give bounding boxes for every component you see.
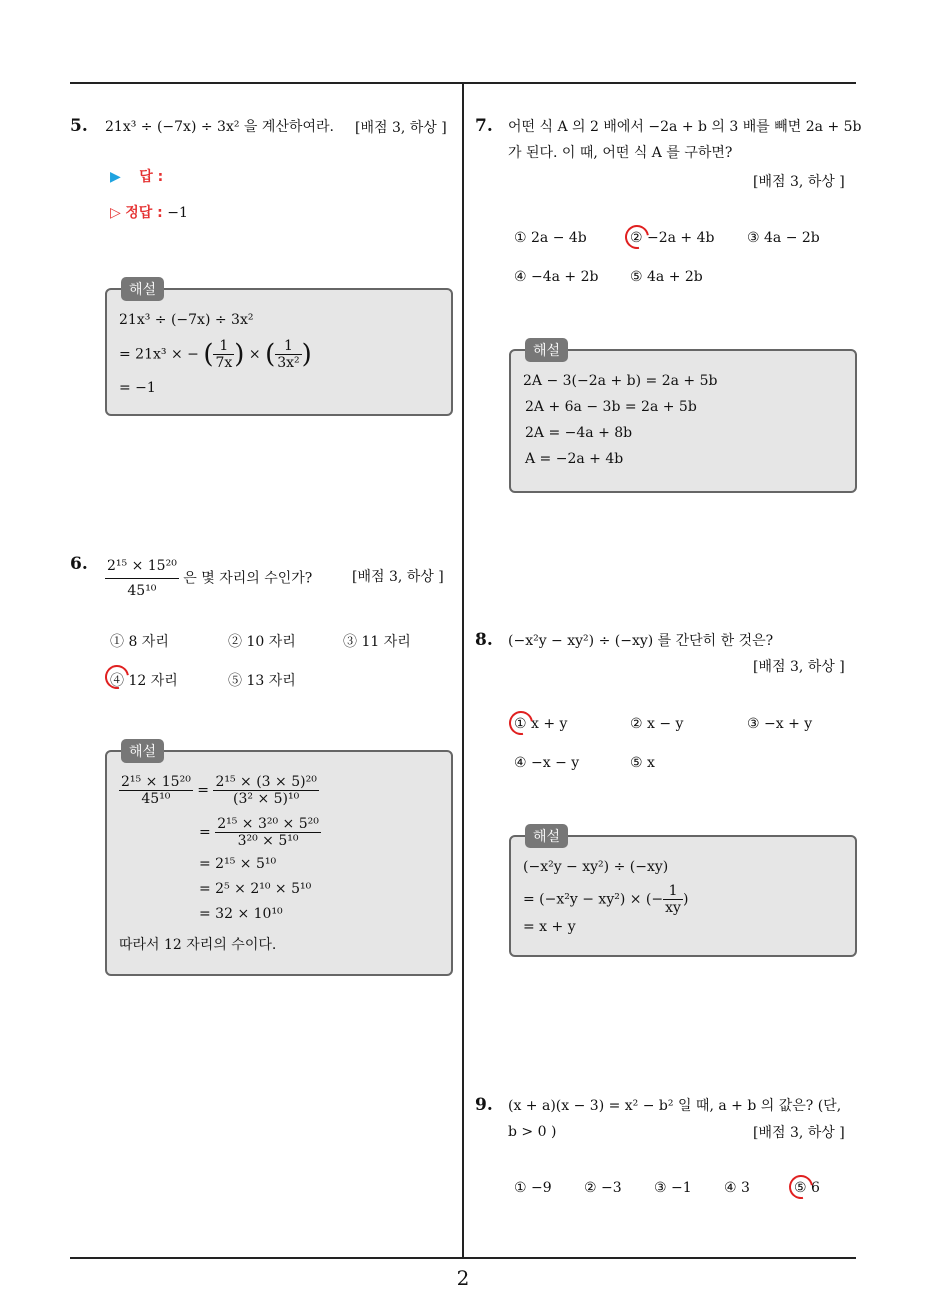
q6-option-3[interactable]: ③ 11 자리 <box>343 634 411 650</box>
q9-option-3[interactable]: ③ −1 <box>654 1180 692 1196</box>
q6-option-5[interactable]: ⑤ 13 자리 <box>228 673 296 689</box>
q7-explain-line2: 2A + 6a − 3b = 2a + 5b <box>525 399 697 415</box>
q5-frac1: $\frac{1}{7x}$ <box>215 338 233 371</box>
q9-option-5[interactable]: ⑤ 6 <box>794 1180 820 1196</box>
q5-question: 21x³ ÷ (−7x) ÷ 3x² 을 계산하여라. <box>105 119 334 135</box>
q5-explain-line1: 21x³ ÷ (−7x) ÷ 3x² <box>119 312 254 328</box>
q6-explain-line4: = 2⁵ × 2¹⁰ × 5¹⁰ <box>199 881 312 897</box>
q6-option-2[interactable]: ② 10 자리 <box>228 634 296 650</box>
explanation-tag: 해설 <box>121 277 164 301</box>
q6-explanation-box <box>105 744 453 976</box>
q6-explain-line5: = 32 × 10¹⁰ <box>199 906 283 922</box>
q7-option-4[interactable]: ④ −4a + 2b <box>514 269 599 285</box>
q5-number: 5. <box>70 116 88 136</box>
q7-option-3[interactable]: ③ 4a − 2b <box>747 230 820 246</box>
q5-explain-line2: = 21x³ × − ( $\frac{1}{7x}$ ) × ( $\frac{1}{\text{3x²}}$ ) <box>119 338 312 371</box>
q5-meta: [배점 3, 하상 ] <box>355 120 447 136</box>
q6-question: $\frac{\text{2¹⁵ × 15²⁰}}{\text{45¹⁰}}$ 은 몇 자리의 수인가? <box>105 554 312 603</box>
q6-option-4[interactable]: ④ 12 자리 <box>110 673 178 689</box>
page-number: 2 <box>456 1266 470 1290</box>
q5-frac2: $\frac{1}{\text{3x²}}$ <box>277 338 300 371</box>
q7-meta: [배점 3, 하상 ] <box>753 174 845 190</box>
q5-correct-label: 정답 : <box>125 205 163 221</box>
q8-explain-line3: = x + y <box>523 919 576 935</box>
q7-selected-mark-icon <box>620 220 653 253</box>
q8-question: (−x²y − xy²) ÷ (−xy) 를 간단히 한 것은? <box>508 633 774 649</box>
bottom-rule <box>70 1257 856 1259</box>
q5-correct-value: −1 <box>167 205 188 221</box>
q8-selected-mark-icon <box>504 706 537 739</box>
answer-arrow-icon: ▶ <box>110 169 121 185</box>
q7-question-line2: 가 된다. 이 때, 어떤 식 A 를 구하면? <box>508 145 733 161</box>
q7-option-5[interactable]: ⑤ 4a + 2b <box>630 269 703 285</box>
q8-number: 8. <box>475 630 493 650</box>
q9-option-2[interactable]: ② −3 <box>584 1180 622 1196</box>
q5-explanation-box <box>105 282 453 416</box>
q7-number: 7. <box>475 116 493 136</box>
q6-meta: [배점 3, 하상 ] <box>352 569 444 585</box>
q7-question-line1: 어떤 식 A 의 2 배에서 −2a + b 의 3 배를 빼면 2a + 5b <box>508 119 862 135</box>
q9-question-line2: b > 0 ) <box>508 1124 557 1140</box>
q6-question-frac: $\frac{\text{2¹⁵ × 15²⁰}}{\text{45¹⁰}}$ <box>105 554 179 603</box>
q7-option-2[interactable]: ② −2a + 4b <box>630 230 715 246</box>
q5-correct-row <box>110 202 188 222</box>
q7-option-1[interactable]: ① 2a − 4b <box>514 230 587 246</box>
q9-meta: [배점 3, 하상 ] <box>753 1125 845 1141</box>
explanation-tag: 해설 <box>121 739 164 763</box>
q8-option-4[interactable]: ④ −x − y <box>514 755 580 771</box>
q8-option-1[interactable]: ① x + y <box>514 716 568 732</box>
q9-option-4[interactable]: ④ 3 <box>724 1180 750 1196</box>
q6-number: 6. <box>70 554 88 574</box>
q8-explanation-box <box>509 829 857 957</box>
explanation-tag: 해설 <box>525 338 568 362</box>
q7-explanation-box <box>509 343 857 493</box>
q8-option-3[interactable]: ③ −x + y <box>747 716 813 732</box>
center-divider <box>462 83 464 1258</box>
q9-selected-mark-icon <box>784 1170 817 1203</box>
q7-explain-line4: A = −2a + 4b <box>525 451 624 467</box>
q8-option-5[interactable]: ⑤ x <box>630 755 655 771</box>
q9-option-1[interactable]: ① −9 <box>514 1180 552 1196</box>
q5-answer-label: 답 : <box>139 169 164 185</box>
correct-arrow-icon: ▷ <box>110 205 121 221</box>
q6-explain-line2: = $\frac{\text{2¹⁵ × 3²⁰ × 5²⁰}}{\text{3²⁰ × 5¹⁰}}$ <box>199 816 319 849</box>
q8-explain-line2: = (−x²y − xy²) × (− $\frac{1}{xy}$ ) <box>523 883 689 916</box>
q8-option-2[interactable]: ② x − y <box>630 716 684 732</box>
q6-explain-line1: $\frac{\text{2¹⁵ × 15²⁰}}{\text{45¹⁰}}$ = $\frac{\text{2¹⁵ × (3 × 5)²⁰}}{\text{(3² × 5)¹⁰}}$ <box>121 774 317 807</box>
q8-explain-line1: (−x²y − xy²) ÷ (−xy) <box>523 859 669 875</box>
q5-answer-row <box>110 166 163 186</box>
q5-explain-line3: = −1 <box>119 380 156 396</box>
q9-question-line1: (x + a)(x − 3) = x² − b² 일 때, a + b 의 값은? (단, <box>508 1098 842 1114</box>
q6-explain-line6: 따라서 12 자리의 수이다. <box>119 937 277 953</box>
q7-explain-line1: 2A − 3(−2a + b) = 2a + 5b <box>523 373 718 389</box>
q6-option-1[interactable]: ① 8 자리 <box>110 634 169 650</box>
q7-explain-line3: 2A = −4a + 8b <box>525 425 633 441</box>
q9-number: 9. <box>475 1095 493 1115</box>
explanation-tag: 해설 <box>525 824 568 848</box>
q6-explain-line3: = 2¹⁵ × 5¹⁰ <box>199 856 277 872</box>
q8-meta: [배점 3, 하상 ] <box>753 659 845 675</box>
